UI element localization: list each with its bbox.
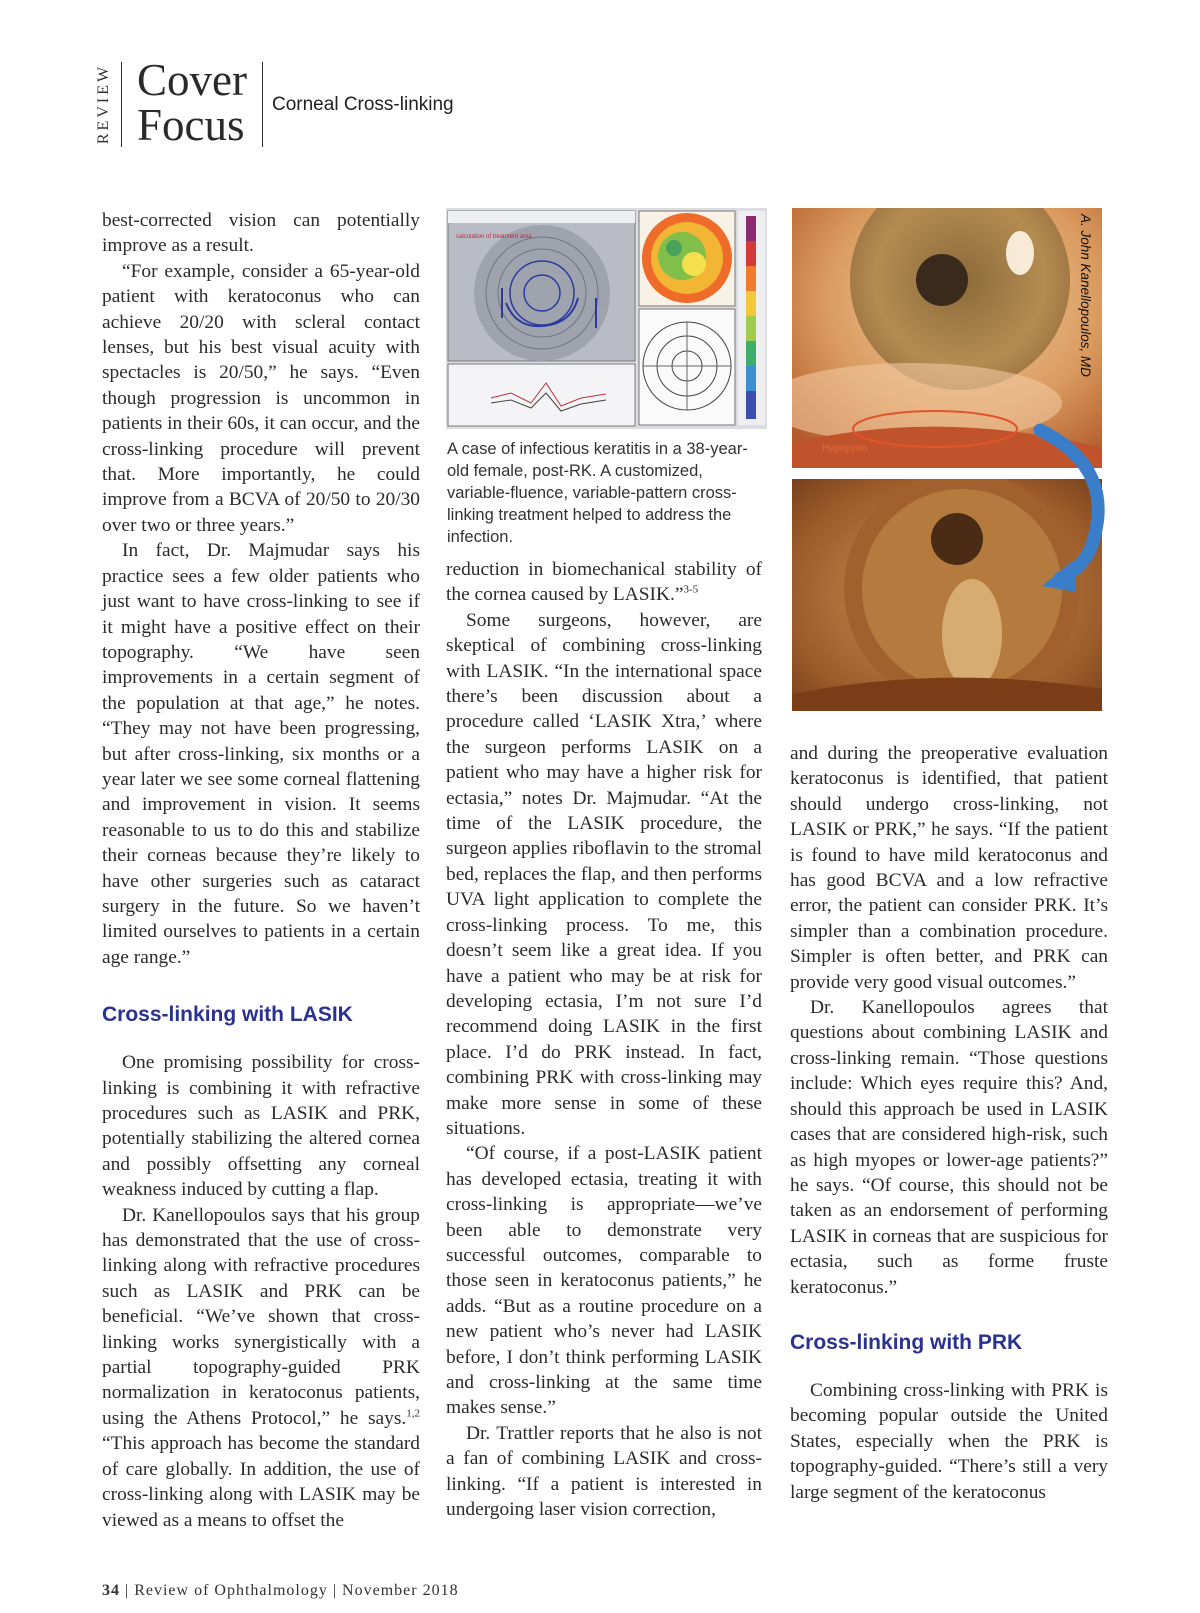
topography-image [446, 208, 767, 429]
page-number: 34 [102, 1582, 120, 1599]
column-2 [446, 557, 762, 1522]
col1-paragraph-2: “For example, consider a 65-year-old patient with keratoconus who can achieve 20/20 with scleral contact lenses, but his best visual acuity with spectacles is 20/50,” he says. “Even though progression is uncommon in patients in their 60s, it can occur, and the cross-linking procedure will prevent that. More importantly, he could improve from a BCVA of 20/50 to 20/30 over two or three years.” [102, 260, 420, 536]
hypopyon-label: Hypopyon [822, 443, 868, 454]
col2-paragraph-1-text: reduction in biomechanical stability of the cornea caused by LASIK.” [446, 559, 762, 606]
review-label: REVIEW [95, 63, 112, 145]
col1-paragraph-5-text: Dr. Kanellopoulos says that his group has demonstrated that the use of cross-linking along with refractive procedures such as LASIK and PRK can be beneficial. “We’ve shown that cross-linking works synergistically with a partial topography-guided PRK normalization in keratoconus patients, using the Athens Protocol,” he says. [102, 1204, 420, 1429]
column-3 [790, 741, 1108, 1505]
subhead-lasik: Cross-linking with LASIK [102, 1003, 353, 1027]
col2-paragraph-2: Some surgeons, however, are skeptical of combining cross-linking with LASIK. “In the international space there’s been discussion about a procedure called ‘LASIK Xtra,’ where the surgeon performs LASIK on a patient who may have a higher risk for ectasia,” notes Dr. Majmudar. “At the time of the LASIK procedure, the surgeon applies riboflavin to the stromal bed, replaces the flap, and then performs UVA light application to complete the cross-linking process. To me, this doesn’t seem like a great idea. If you have a patient who may be at risk for developing ectasia, I’m not sure I’d recommend doing LASIK in the first place. I’d do PRK instead. In fact, combining PRK with cross-linking may make more sense in some of these situations. [446, 609, 762, 1139]
header-rule-right [262, 62, 263, 147]
col1-paragraph-5-cont: “This approach has become the standard of care globally. In addition, the use of cross-linking along with LASIK may be viewed as a means to offset the [102, 1433, 420, 1531]
col1-paragraph-5 [102, 1203, 420, 1533]
col1-paragraph-3: In fact, Dr. Majmudar says his practice sees a few older patients who just want to have cross-linking to see if it might have a positive effect on their topography. “We have seen improvements in a certain segment of the population at that age,” he notes. “They may not have been progressing, but after cross-linking, six months or a year later we see some corneal flattening and improvement in vision. It seems reasonable to us to do this and stabilize their corneas because they’re likely to have other surgeries such as cataract surgery in the future. So we haven’t limited ourselves to patients in a certain age range.” [102, 540, 420, 968]
page-footer: 34 | Review of Ophthalmology | November 2018 [102, 1582, 459, 1599]
col1-citation: 1,2 [406, 1407, 420, 1420]
topography-figure [446, 208, 767, 429]
figure-caption: A case of infectious keratitis in a 38-year-old female, post-RK. A customized, variable-fluence, variable-pattern cross-linking treatment helped to address the infection. [447, 440, 748, 546]
col3-paragraph-3: Combining cross-linking with PRK is becoming popular outside the United States, especially when the PRK is topography-guided. “There’s still a very large segment of the keratoconus [790, 1379, 1108, 1503]
photo-credit: A. John Kanellopoulos, MD [1078, 214, 1093, 377]
col1-paragraph-4: One promising possibility for cross-linking is combining it with refractive procedures such as LASIK and PRK, potentially stabilizing the altered cornea and possibly offsetting any corneal weakness induced by cutting a flap. [102, 1052, 420, 1201]
col2-paragraph-1 [446, 557, 762, 608]
col3-paragraph-2: Dr. Kanellopoulos agrees that questions about combining LASIK and cross-linking remain. “Those questions include: Which eyes require this? And, should this approach be used in LASIK cases that are considered high-risk, such as high myopes or lower-age patients?” he says. “Of course, this should not be taken as an endorsement of performing LASIK in corneas that are suspicious for ectasia, such as forme fruste keratoconus.” [790, 997, 1108, 1298]
issue-date: November 2018 [342, 1582, 459, 1599]
col3-paragraph-1: and during the preoperative evaluation keratoconus is identified, that patient should undergo cross-linking, not LASIK or PRK,” he says. “If the patient is found to have mild keratoconus and has good BCVA and a low refractive error, the patient can consider PRK. It’s simpler than a combination procedure. Simpler is often better, and PRK can provide very good visual outcomes.” [790, 743, 1108, 993]
focus-word: Focus [137, 100, 245, 150]
subhead-prk: Cross-linking with PRK [790, 1330, 1023, 1354]
column-1 [102, 208, 420, 1533]
col2-citation: 3-5 [683, 583, 699, 596]
section-title: Corneal Cross-linking [272, 94, 454, 115]
col1-paragraph-1: best-corrected vision can potentially improve as a result. [102, 210, 420, 257]
svg-text:calculation of treatment area: calculation of treatment area [456, 234, 532, 240]
header-rule-left [121, 62, 122, 147]
col2-paragraph-3: “Of course, if a post-LASIK patient has developed ectasia, treating it with cross-linking is appropriate—we’ve been able to demonstrate very successful outcomes, comparable to those seen in keratoconus patients,” he adds. “But as a routine procedure on a new patient who’s never had LASIK before, I don’t think performing LASIK and cross-linking at the same time makes sense.” [446, 1143, 762, 1419]
col2-paragraph-4: Dr. Trattler reports that he also is not a fan of combining LASIK and cross-linking. “If a patient is interested in undergoing laser vision correction, [446, 1422, 762, 1521]
cover-word: Cover [137, 55, 247, 105]
magazine-name: Review of Ophthalmology [134, 1582, 328, 1599]
